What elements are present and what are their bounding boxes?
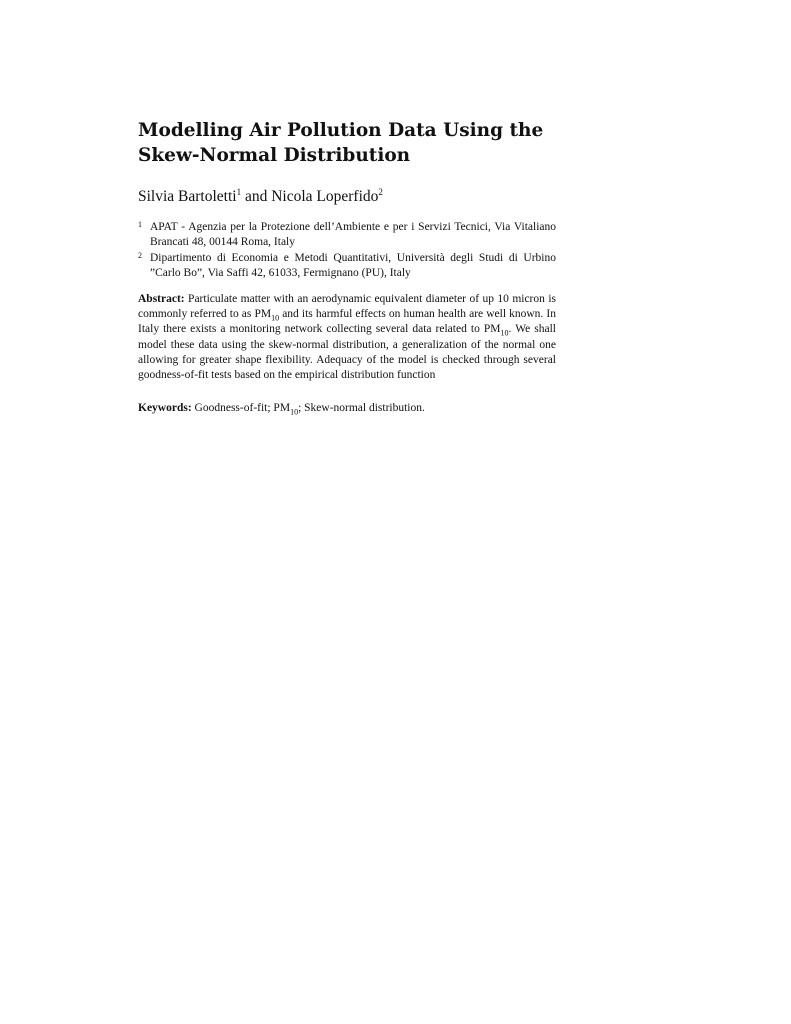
keywords-text: Goodness-of-fit; PM	[191, 402, 291, 414]
pm-subscript: 10	[271, 313, 280, 323]
abstract-text: and its harmful effects on human health are well known. In Italy there exists a monitoring network collecting several data related to PM	[138, 308, 556, 336]
keywords-text: ; Skew-normal distribution.	[298, 402, 425, 414]
affiliation-item	[138, 220, 556, 250]
author-name: Nicola Loperfido	[271, 188, 379, 206]
affiliation-text: APAT - Agenzia per la Protezione dell’Ambiente e per i Servizi Tecnici, Via Vitaliano Brancati 48, 00144 Roma, Italy	[150, 221, 556, 248]
paper-title	[138, 118, 568, 168]
keywords-label: Keywords:	[138, 402, 192, 414]
affiliation-mark: 1	[236, 187, 242, 197]
pm-subscript: 10	[500, 328, 509, 338]
title-line-2: Skew-Normal Distribution	[138, 145, 411, 166]
abstract-text: Particulate matter with an aerodynamic equivalent diameter of up 10 micron is commonly referred to as PM	[138, 293, 556, 321]
affiliation-list	[138, 220, 556, 282]
abstract	[138, 292, 556, 383]
pm-subscript: 10	[290, 407, 299, 417]
author-separator: and	[241, 188, 272, 206]
affiliation-number: 1	[138, 220, 142, 229]
abstract-label: Abstract:	[138, 293, 185, 305]
author-name: Silvia Bartoletti	[138, 188, 237, 206]
affiliation-text: Dipartimento di Economia e Metodi Quantitativi, Università degli Studi di Urbino ”Carlo Bo”, Via Saffi 42, 61033, Fermignano (PU), Italy	[150, 252, 556, 279]
affiliation-item	[138, 251, 556, 281]
affiliation-mark: 2	[378, 187, 383, 197]
title-line-1: Modelling Air Pollution Data Using the	[138, 120, 544, 141]
abstract-text: . We shall model these data using the skew-normal distribution, a generalization of the normal one allowing for greater shape flexibility. Adequacy of the model is checked through several goodness-of-fit tests based on the empirical distribution function	[138, 323, 556, 382]
affiliation-number: 2	[138, 251, 142, 260]
keywords	[138, 401, 556, 416]
author-list	[138, 187, 383, 206]
